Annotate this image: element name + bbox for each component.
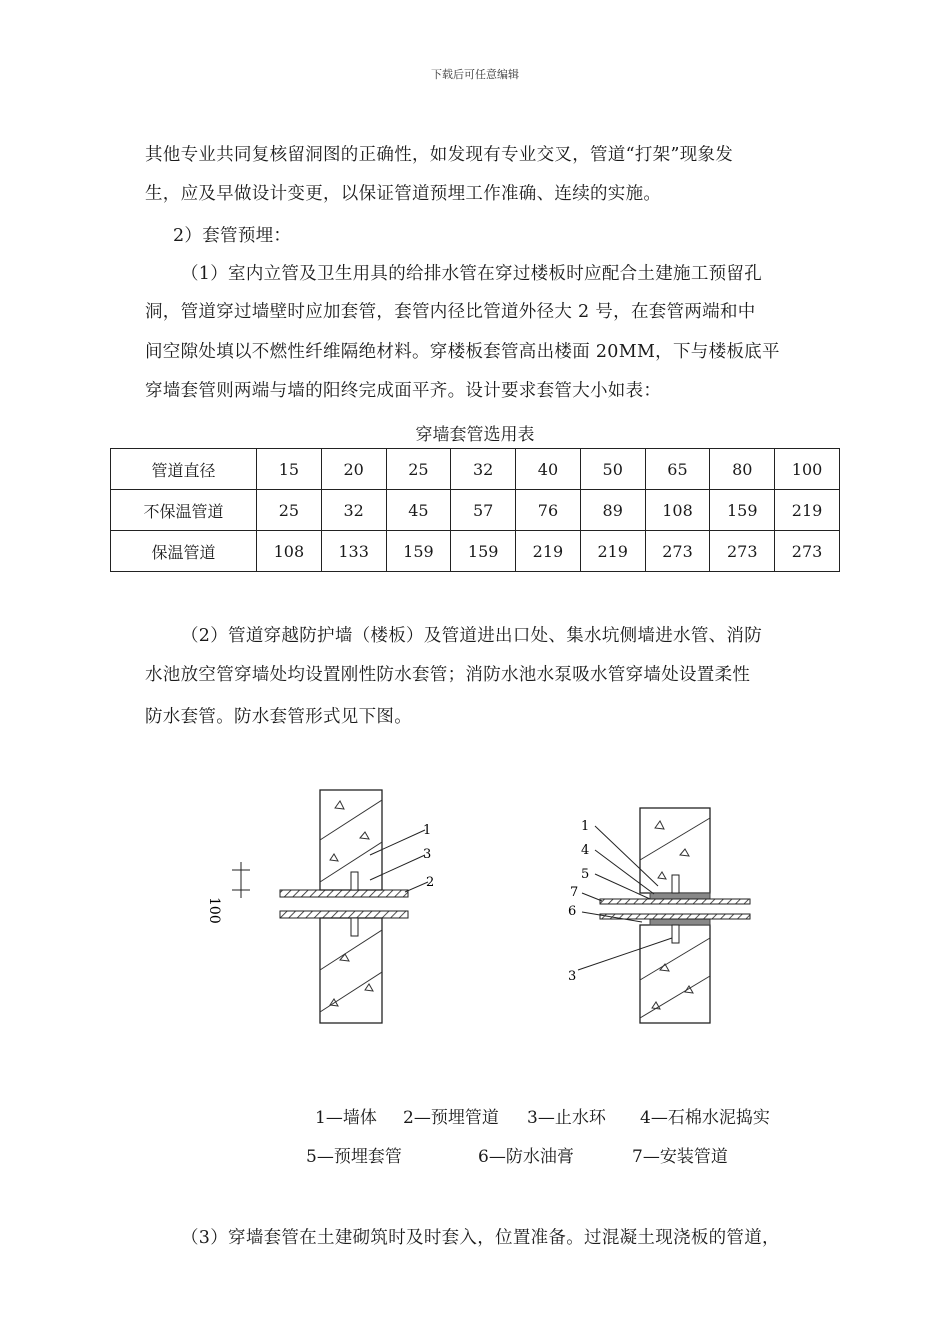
embedded-sleeve-top: [280, 890, 408, 897]
asbestos-cement-packing-bottom: [650, 919, 710, 925]
callout-3: 3: [423, 847, 432, 862]
row-label: 管道直径: [111, 449, 257, 490]
legend-item: 3—止水环: [527, 1108, 606, 1128]
table-cell: 273: [775, 531, 840, 572]
section-heading: 2）套管预埋：: [173, 226, 292, 246]
callout-4: 4: [581, 843, 590, 858]
callout-7: 7: [570, 885, 579, 900]
table-cell: 25: [386, 449, 451, 490]
legend-item: 1—墙体: [315, 1108, 377, 1128]
table-cell: 15: [257, 449, 322, 490]
paragraph-line: 水池放空管穿墙处均设置刚性防水套管；消防水池水泵吸水管穿墙处设置柔性: [145, 665, 751, 685]
table-cell: 133: [321, 531, 386, 572]
table-row: [111, 531, 840, 572]
table-row: [111, 449, 840, 490]
callout-1: 1: [581, 819, 590, 834]
legend-item: 6—防水油膏: [478, 1147, 574, 1167]
page-header: 下载后可任意编辑: [431, 68, 519, 81]
table-cell: 159: [386, 531, 451, 572]
installed-pipe-top: [600, 899, 750, 904]
table-cell: 159: [710, 490, 775, 531]
table-cell: 32: [451, 449, 516, 490]
table-cell: 25: [257, 490, 322, 531]
sleeve-selection-table: [110, 448, 840, 572]
table-cell: 100: [775, 449, 840, 490]
table-cell: 65: [645, 449, 710, 490]
paragraph-line: 防水套管。防水套管形式见下图。: [145, 707, 412, 727]
paragraph-line: 其他专业共同复核留洞图的正确性，如发现有专业交叉，管道“打架”现象发: [145, 145, 734, 165]
legend-item: 7—安装管道: [632, 1147, 728, 1167]
table-cell: 219: [516, 531, 581, 572]
callout-1: 1: [423, 823, 432, 838]
table-cell: 80: [710, 449, 775, 490]
paragraph-line: （2）管道穿越防护墙（楼板）及管道进出口处、集水坑侧墙进水管、消防: [181, 626, 763, 646]
flexible-sleeve-detail: [568, 808, 750, 1023]
legend-item: 2—预埋管道: [403, 1108, 499, 1128]
asbestos-cement-packing-top: [650, 893, 710, 899]
paragraph-line: 穿墙套管则两端与墙的阳终完成面平齐。设计要求套管大小如表：: [145, 381, 662, 401]
table-cell: 108: [645, 490, 710, 531]
table-cell: 219: [580, 531, 645, 572]
table-cell: 45: [386, 490, 451, 531]
paragraph-line: 生，应及早做设计变更，以保证管道预埋工作准确、连续的实施。: [145, 184, 662, 204]
table-cell: 20: [321, 449, 386, 490]
table-cell: 50: [580, 449, 645, 490]
embedded-sleeve-bottom: [280, 911, 408, 918]
table-cell: 273: [645, 531, 710, 572]
paragraph-line: 洞，管道穿过墙壁时应加套管，套管内径比管道外径大 2 号，在套管两端和中: [145, 302, 756, 322]
table-row: [111, 490, 840, 531]
callout-5: 5: [581, 867, 590, 882]
paragraph-line: （3）穿墙套管在土建砌筑时及时套入，位置准备。过混凝土现浇板的管道，: [181, 1228, 780, 1248]
table-cell: 273: [710, 531, 775, 572]
table-cell: 32: [321, 490, 386, 531]
row-label: 保温管道: [111, 531, 257, 572]
water-stop-ring-bottom: [351, 918, 358, 936]
table-caption: 穿墙套管选用表: [415, 425, 535, 445]
table-cell: 159: [451, 531, 516, 572]
table-cell: 76: [516, 490, 581, 531]
table-cell: 108: [257, 531, 322, 572]
water-stop-ring-bottom: [672, 925, 679, 943]
water-stop-ring-top: [351, 872, 358, 890]
paragraph-line: 间空隙处填以不燃性纤维隔绝材料。穿楼板套管高出楼面 20MM，下与楼板底平: [145, 342, 780, 362]
table-cell: 89: [580, 490, 645, 531]
water-stop-ring-top: [672, 875, 679, 893]
dimension-marker: [232, 862, 250, 898]
table-cell: 40: [516, 449, 581, 490]
legend-item: 5—预埋套管: [306, 1147, 402, 1167]
callout-6: 6: [568, 904, 577, 919]
callout-3: 3: [568, 969, 577, 984]
concrete-aggregate-marks: [320, 800, 382, 1012]
leader-lines: [370, 830, 428, 892]
table-cell: 57: [451, 490, 516, 531]
paragraph-line: （1）室内立管及卫生用具的给排水管在穿过楼板时应配合土建施工预留孔: [181, 264, 763, 284]
rigid-sleeve-detail: [206, 790, 434, 1023]
table-cell: 219: [775, 490, 840, 531]
legend-item: 4—石棉水泥捣实: [640, 1108, 770, 1128]
callout-2: 2: [426, 875, 435, 890]
dimension-label: 100: [206, 897, 222, 924]
row-label: 不保温管道: [111, 490, 257, 531]
waterproof-sleeve-diagram: [180, 780, 780, 1040]
